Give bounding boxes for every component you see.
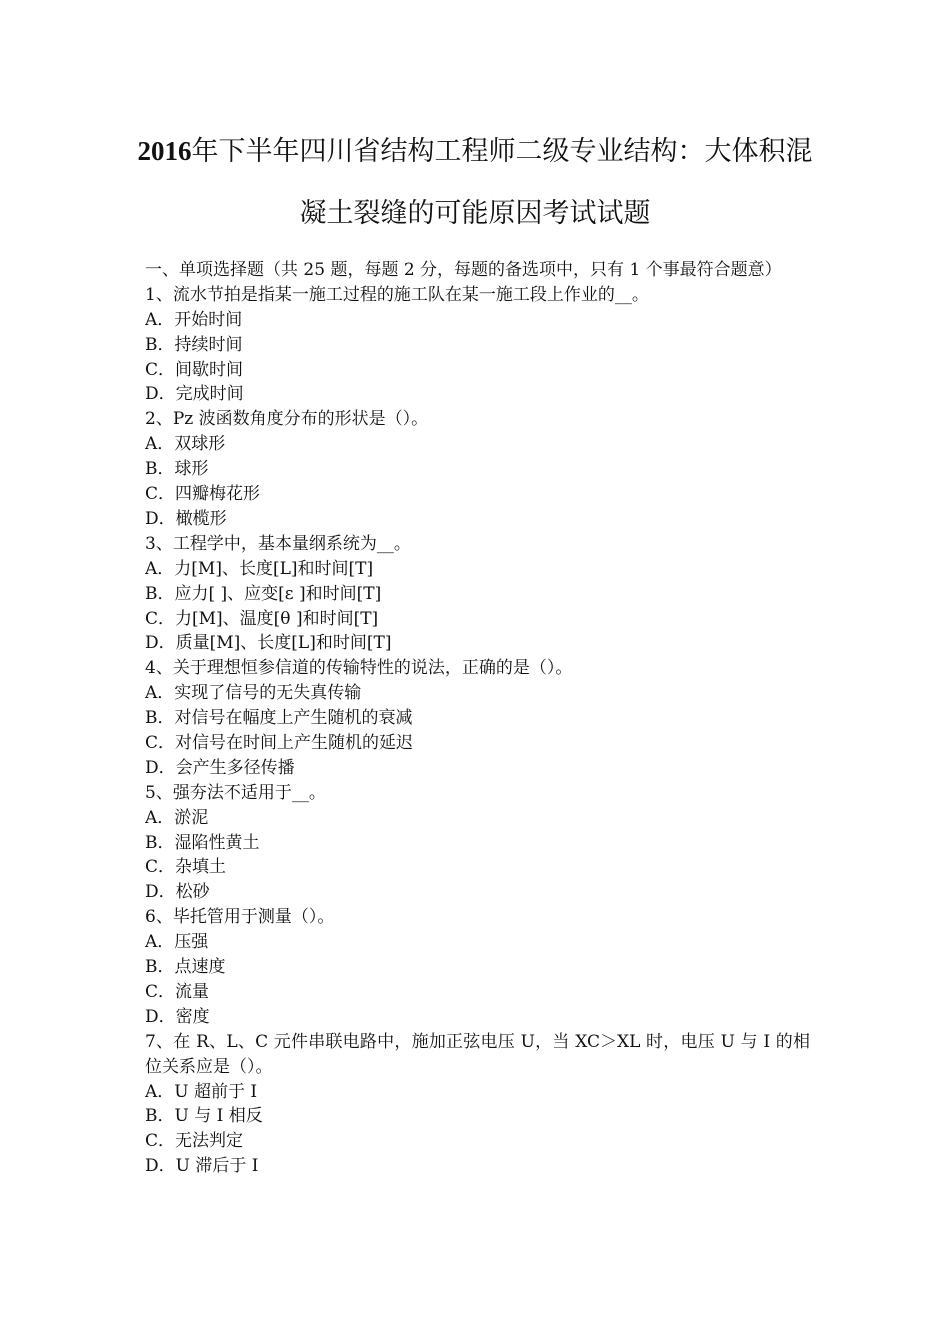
question-item [145, 781, 810, 905]
answer-option: A．U 超前于 I [145, 1081, 258, 1102]
question-item [145, 905, 810, 1029]
title-year: 2016 [137, 136, 192, 166]
question-stem: 3、工程学中，基本量纲系统为__。 [145, 533, 411, 554]
answer-option: D．完成时间 [145, 384, 244, 405]
answer-option: B．球形 [145, 459, 209, 480]
answer-option: B．湿陷性黄土 [145, 832, 260, 853]
answer-option: C．间歇时间 [145, 359, 244, 380]
question-stem: 2、Pz 波函数角度分布的形状是（）。 [145, 409, 429, 430]
title-line-1 [130, 120, 820, 183]
answer-option: C．力[M]、温度[θ ]和时间[T] [145, 608, 379, 629]
question-item [145, 532, 810, 656]
section-heading: 一、单项选择题（共 25 题，每题 2 分，每题的备选项中，只有 1 个事最符合题意） [145, 260, 782, 280]
answer-option: B．对信号在幅度上产生随机的衰减 [145, 708, 413, 729]
answer-option: A．双球形 [145, 434, 226, 455]
answer-option: D．质量[M]、长度[L]和时间[T] [145, 633, 392, 654]
answer-option: D．U 滞后于 I [145, 1156, 259, 1177]
answer-option: B．持续时间 [145, 334, 243, 355]
answer-option: A．压强 [145, 932, 209, 953]
answer-option: D．橄榄形 [145, 508, 227, 529]
question-item [145, 407, 810, 531]
title-line-1-text: 年下半年四川省结构工程师二级专业结构：大体积混 [191, 136, 813, 167]
question-stem: 1、流水节拍是指某一施工过程的施工队在某一施工段上作业的__。 [145, 284, 649, 305]
answer-option: D．密度 [145, 1006, 210, 1027]
answer-option: C．四瓣梅花形 [145, 484, 261, 505]
answer-option: D．松砂 [145, 882, 210, 903]
title-line-2: 凝土裂缝的可能原因考试试题 [299, 198, 651, 229]
answer-option: C．无法判定 [145, 1131, 244, 1152]
question-item [145, 1030, 810, 1179]
question-stem: 6、毕托管用于测量（）。 [145, 907, 335, 928]
question-stem: 5、强夯法不适用于__。 [145, 782, 326, 803]
answer-option: D．会产生多径传播 [145, 757, 295, 778]
answer-option: B．点速度 [145, 957, 226, 978]
question-stem: 7、在 R、L、C 元件串联电路中，施加正弦电压 U，当 XC＞XL 时，电压 U 与 I 的相位关系应是（）。 [145, 1031, 810, 1077]
answer-option: A．实现了信号的无失真传输 [145, 683, 362, 704]
answer-option: A．淤泥 [145, 807, 209, 828]
answer-option: C．流量 [145, 981, 210, 1002]
question-item [145, 283, 810, 407]
question-list [145, 283, 810, 1179]
answer-option: B．U 与 I 相反 [145, 1106, 263, 1127]
answer-option: C．杂填土 [145, 857, 227, 878]
answer-option: A．力[M]、长度[L]和时间[T] [145, 558, 374, 579]
question-stem: 4、关于理想恒参信道的传输特性的说法，正确的是（）。 [145, 658, 573, 679]
answer-option: C．对信号在时间上产生随机的延迟 [145, 733, 414, 753]
answer-option: A．开始时间 [145, 309, 243, 330]
answer-option: B．应力[ ]、应变[ε ]和时间[T] [145, 583, 382, 604]
document-title [130, 120, 820, 245]
question-item [145, 656, 810, 780]
document-body [145, 258, 810, 1179]
